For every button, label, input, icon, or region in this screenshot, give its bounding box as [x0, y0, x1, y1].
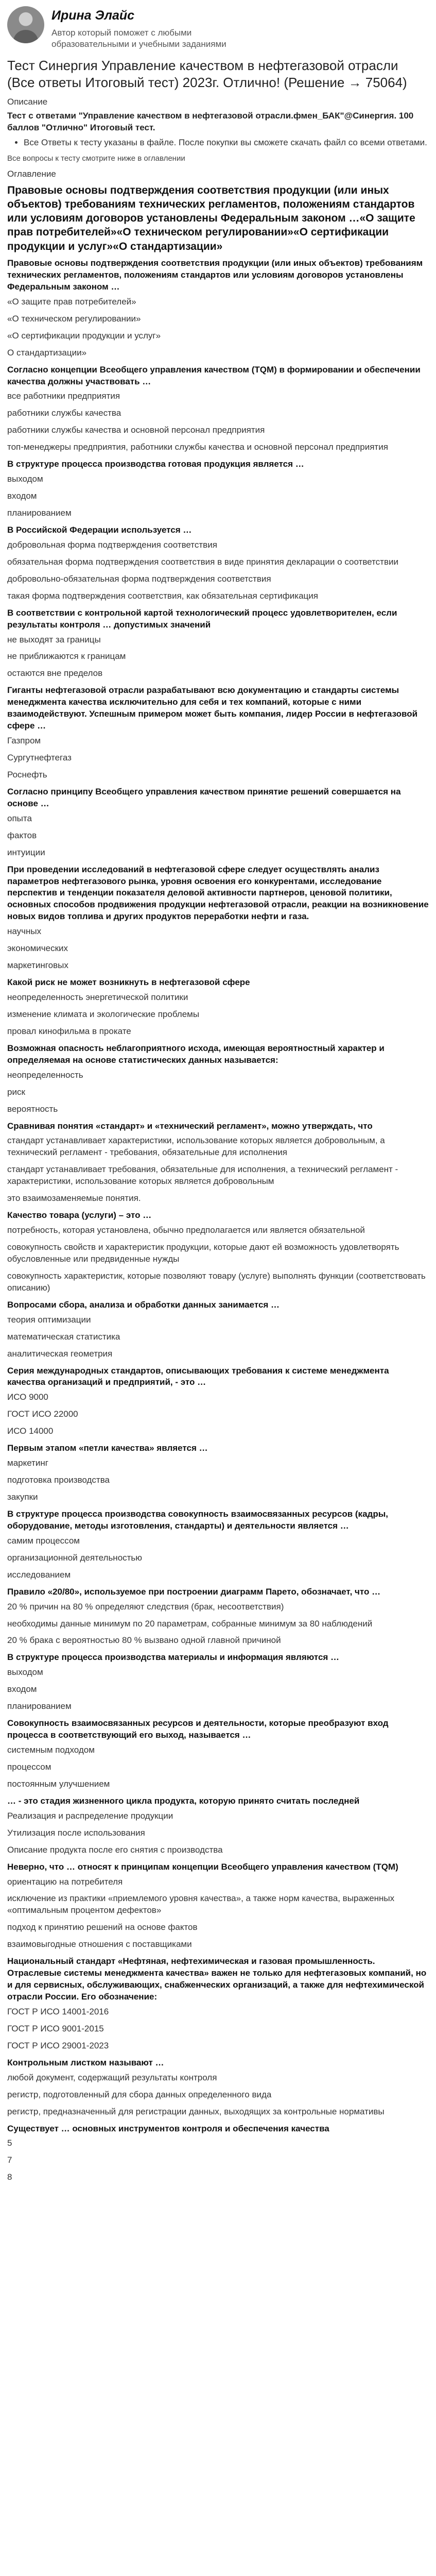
question-text: Качество товара (услуги) – это …: [7, 1210, 152, 1221]
answer-option: 7: [7, 2155, 12, 2165]
question-block: [7, 607, 429, 680]
answer-option: подход к принятию решений на основе фактов: [7, 1922, 198, 1933]
question-text: Гиганты нефтегазовой отрасли разрабатывают всю документацию и стандарты системы менеджмента качества исключительно для себя и тех компаний, которые с ними взаимодействуют. Успешным примером может быть компания, лидер России в нефтегазовой сфере …: [7, 685, 418, 731]
answer-option: выходом: [7, 1667, 43, 1677]
question-text: Согласно принципу Всеобщего управления качеством принятие решений совершается на основе …: [7, 786, 401, 808]
answer-option: маркетинг: [7, 1458, 48, 1468]
description-bullets: [7, 137, 429, 149]
question-text: В структуре процесса производства готовая продукция является …: [7, 459, 304, 469]
answer-option: неопределенность энергетической политики: [7, 992, 188, 1003]
answer-option: процессом: [7, 1761, 51, 1772]
question-block: [7, 1652, 429, 1713]
answer-option: ГОСТ ИСО 22000: [7, 1409, 78, 1419]
question-text: Контрольным листком называют …: [7, 2057, 164, 2067]
answer-option: закупки: [7, 1492, 38, 1502]
question-block: [7, 1586, 429, 1647]
answer-option: экономических: [7, 943, 68, 954]
answer-option: взаимовыгодные отношения с поставщиками: [7, 1939, 192, 1950]
description-bullet: • Все Ответы к тесту указаны в файле. После покупки вы сможете скачать файл со всеми ответами.: [24, 137, 429, 149]
answer-option: входом: [7, 491, 37, 501]
answer-option: добровольная форма подтверждения соответствия: [7, 539, 217, 550]
answer-option: ГОСТ Р ИСО 29001-2023: [7, 2040, 109, 2050]
description-label: Описание: [7, 96, 48, 107]
answer-option: ИСО 9000: [7, 1392, 48, 1402]
answer-option: Роснефть: [7, 769, 47, 779]
answer-option: Газпром: [7, 736, 41, 746]
answer-option: Сургутнефтегаз: [7, 753, 72, 763]
answer-option: научных: [7, 926, 42, 937]
answer-option: интуиции: [7, 847, 45, 857]
answer-option: остаются вне пределов: [7, 668, 103, 679]
question-list: [7, 258, 429, 2183]
answer-option: ориентацию на потребителя: [7, 1876, 123, 1887]
question-text: Совокупность взаимосвязанных ресурсов и деятельности, которые преобразуют вход процесса в соответствующий его выход, называется …: [7, 1718, 389, 1740]
answer-option: Описание продукта после его снятия с производства: [7, 1844, 223, 1855]
question-block: [7, 685, 429, 781]
answer-option: исследованием: [7, 1569, 71, 1580]
answer-option: работники службы качества: [7, 408, 121, 418]
answer-option: самим процессом: [7, 1535, 80, 1546]
author-info: [51, 6, 247, 50]
answer-option: регистр, предназначенный для регистрации данных, выходящих за контрольные нормативы: [7, 2106, 385, 2116]
answer-option: такая форма подтверждения соответствия, как обязательная сертификация: [7, 590, 318, 601]
answer-option: ГОСТ Р ИСО 9001-2015: [7, 2023, 104, 2033]
answer-option: выходом: [7, 474, 43, 484]
answer-option: 20 % причин на 80 % определяют следствия (брак, несоответствия): [7, 1601, 284, 1612]
answer-option: планированием: [7, 508, 72, 518]
author-card: [7, 6, 429, 50]
question-text: Серия международных стандартов, описывающих требования к системе менеджмента качества организаций и предприятий, - это …: [7, 1365, 389, 1387]
answer-option: регистр, подготовленный для сбора данных определенного вида: [7, 2089, 272, 2099]
question-block: [7, 2057, 429, 2118]
answer-option: вероятность: [7, 1104, 58, 1114]
answer-option: любой документ, содержащий результаты контроля: [7, 2072, 217, 2082]
question-block: [7, 864, 429, 972]
question-text: Правило «20/80», используемое при построении диаграмм Парето, обозначает, что …: [7, 1586, 381, 1597]
answer-option: «О защите прав потребителей»: [7, 296, 136, 307]
question-block: [7, 1509, 429, 1581]
question-text: Сравнивая понятия «стандарт» и «технический регламент», можно утверждать, что: [7, 1121, 373, 1131]
toc-note: Все вопросы к тесту смотрите ниже в оглавлении: [7, 154, 185, 163]
answer-option: исключение из практики «приемлемого уровня качества», а также норм качества, выраженных «оптимальным процентом дефектов»: [7, 1893, 395, 1916]
question-text: В структуре процесса производства материалы и информация являются …: [7, 1652, 340, 1663]
answer-option: совокупность характеристик, которые позволяют товару (услуге) выполнять функции (соответствовать описанию): [7, 1270, 426, 1293]
answer-option: теория оптимизации: [7, 1314, 91, 1325]
answer-option: опыта: [7, 813, 32, 823]
question-block: [7, 1043, 429, 1115]
answer-option: Утилизация после использования: [7, 1827, 145, 1838]
answer-option: математическая статистика: [7, 1331, 120, 1342]
question-block: [7, 364, 429, 454]
answer-option: Реализация и распределение продукции: [7, 1810, 173, 1821]
answer-option: совокупность свойств и характеристик продукции, которые дают ей возможность удовлетворять обусловленные или предвиденные нужды: [7, 1242, 399, 1264]
question-text: Возможная опасность неблагоприятного исхода, имеющая вероятностный характер и определяемая на основе статистических данных называется:: [7, 1043, 385, 1065]
author-description: Автор который поможет с любыми образовательными и учебными заданиями: [51, 28, 226, 49]
question-block: [7, 1299, 429, 1360]
question-text: Какой риск не может возникнуть в нефтегазовой сфере: [7, 977, 250, 988]
answer-option: стандарт устанавливает требования, обязательные для исполнения, а технический регламент - характеристики, использование которых является добровольным: [7, 1164, 398, 1187]
answer-option: 5: [7, 2138, 12, 2148]
question-text: … - это стадия жизненного цикла продукта, которую принято считать последней: [7, 1795, 360, 1806]
question-block: [7, 1718, 429, 1790]
answer-option: ГОСТ Р ИСО 14001-2016: [7, 2006, 109, 2016]
answer-option: «О сертификации продукции и услуг»: [7, 330, 161, 341]
question-text: В соответствии с контрольной картой технологический процесс удовлетворителен, если результаты контроля … допустимых значений: [7, 607, 397, 630]
question-block: [7, 459, 429, 519]
answer-option: ИСО 14000: [7, 1426, 54, 1436]
answer-option: аналитическая геометрия: [7, 1348, 113, 1359]
question-text: Вопросами сбора, анализа и обработки данных занимается …: [7, 1299, 280, 1310]
answer-option: топ-менеджеры предприятия, работники службы качества и основной персонал предприятия: [7, 442, 388, 452]
question-block: [7, 1121, 429, 1205]
question-block: [7, 1795, 429, 1856]
answer-option: не приближаются к границам: [7, 651, 126, 662]
question-block: [7, 1956, 429, 2052]
question-text: Правовые основы подтверждения соответствия продукции (или иных объектов) требованиям технических регламентов, положениям стандартов или условиям договоров установлены Федеральным законом …: [7, 258, 423, 292]
answer-option: 8: [7, 2172, 12, 2182]
answer-option: стандарт устанавливает характеристики, использование которых является добровольным, а технический регламент - требования, обязательные для исполнения: [7, 1136, 385, 1158]
question-text: Существует … основных инструментов контроля и обеспечения качества: [7, 2123, 329, 2133]
question-block: [7, 258, 429, 359]
question-block: [7, 786, 429, 859]
question-block: [7, 1365, 429, 1438]
question-text: Национальный стандарт «Нефтяная, нефтехимическая и газовая промышленность. Отраслевые системы менеджмента качества» важен не только для нефтегазовых компаний, но и для сервисных, обслуживающих, снабженческих организаций, а также для нефтехимической отрасли России. Его обозначение:: [7, 1956, 427, 2002]
author-name[interactable]: Ирина Элайс: [51, 8, 135, 23]
answer-option: не выходят за границы: [7, 634, 101, 645]
answer-option: изменение климата и экологические проблемы: [7, 1009, 200, 1019]
answer-option: входом: [7, 1684, 37, 1694]
description-bold: Тест с ответами "Управление качеством в нефтегазовой отрасли.фмен_БАК"@Синергия. 100 баллов "Отлично" Итоговый тест.: [7, 110, 414, 132]
answer-option: работники службы качества и основной персонал предприятия: [7, 425, 265, 435]
question-block: [7, 1861, 429, 1951]
author-avatar[interactable]: [7, 6, 44, 43]
question-text: В структуре процесса производства совокупность взаимосвязанных ресурсов (кадры, оборудование, методы изготовления, стандарты) и деятельности является …: [7, 1509, 388, 1531]
question-block: [7, 1210, 429, 1294]
answer-option: организационной деятельностью: [7, 1552, 143, 1563]
question-text: Первым этапом «петли качества» является …: [7, 1443, 208, 1453]
page-title: Тест Синергия Управление качеством в нефтегазовой отрасли (Все ответы Итоговый тест) 2023г. Отлично! (Решение → 75064): [7, 58, 407, 91]
question-text: Неверно, что … относят к принципам концепции Всеобщего управления качеством (TQM): [7, 1861, 398, 1872]
toc-first-question: Правовые основы подтверждения соответствия продукции (или иных объектов) требованиям технических регламентов, положениям стандартов или условиям договоров установлены Федеральным законом …«О защите прав потребителей»«О техническом регулировании»«О сертификации продукции и услуг»«О стандартизации»: [7, 184, 415, 252]
toc-label: Оглавление: [7, 168, 56, 179]
question-block: [7, 977, 429, 1038]
question-text: При проведении исследований в нефтегазовой сфере следует осуществлять анализ параметров нефтегазового рынка, уровня освоения его конкурентами, исследование перспектив и тенденции показателя деловой активности партнеров, ценовой политики, основных способов продвижения продукции нефтегазовой отрасли, реакции на возникновение новых видов топлива и других продуктов переработки нефти и газа.: [7, 864, 429, 922]
answer-option: системным подходом: [7, 1745, 95, 1755]
answer-option: обязательная форма подтверждения соответствия в виде принятия декларации о соответствии: [7, 556, 398, 567]
answer-option: «О техническом регулировании»: [7, 313, 141, 324]
answer-option: подготовка производства: [7, 1475, 110, 1485]
answer-option: планированием: [7, 1701, 72, 1711]
answer-option: риск: [7, 1087, 25, 1097]
answer-option: 20 % брака с вероятностью 80 % вызвано одной главной причиной: [7, 1635, 281, 1646]
question-text: Согласно концепции Всеобщего управления качеством (TQM) в формировании и обеспечении качества должны участвовать …: [7, 364, 421, 386]
answer-option: необходимы данные минимум по 20 параметрам, собранные минимум за 80 наблюдений: [7, 1618, 373, 1629]
answer-option: фактов: [7, 830, 37, 840]
answer-option: неопределенность: [7, 1070, 83, 1080]
answer-option: провал кинофильма в прокате: [7, 1026, 131, 1036]
answer-option: постоянным улучшением: [7, 1778, 110, 1789]
answer-option: маркетинговых: [7, 960, 68, 971]
answer-option: потребность, которая установлена, обычно предполагается или является обязательной: [7, 1225, 365, 1235]
question-block: [7, 1443, 429, 1503]
answer-option: все работники предприятия: [7, 391, 120, 401]
question-block: [7, 524, 429, 602]
question-block: [7, 2123, 429, 2184]
question-text: В Российской Федерации используется …: [7, 524, 192, 535]
answer-option: это взаимозаменяемые понятия.: [7, 1193, 141, 1204]
answer-option: О стандартизации»: [7, 347, 87, 358]
answer-option: добровольно-обязательная форма подтверждения соответствия: [7, 573, 271, 584]
